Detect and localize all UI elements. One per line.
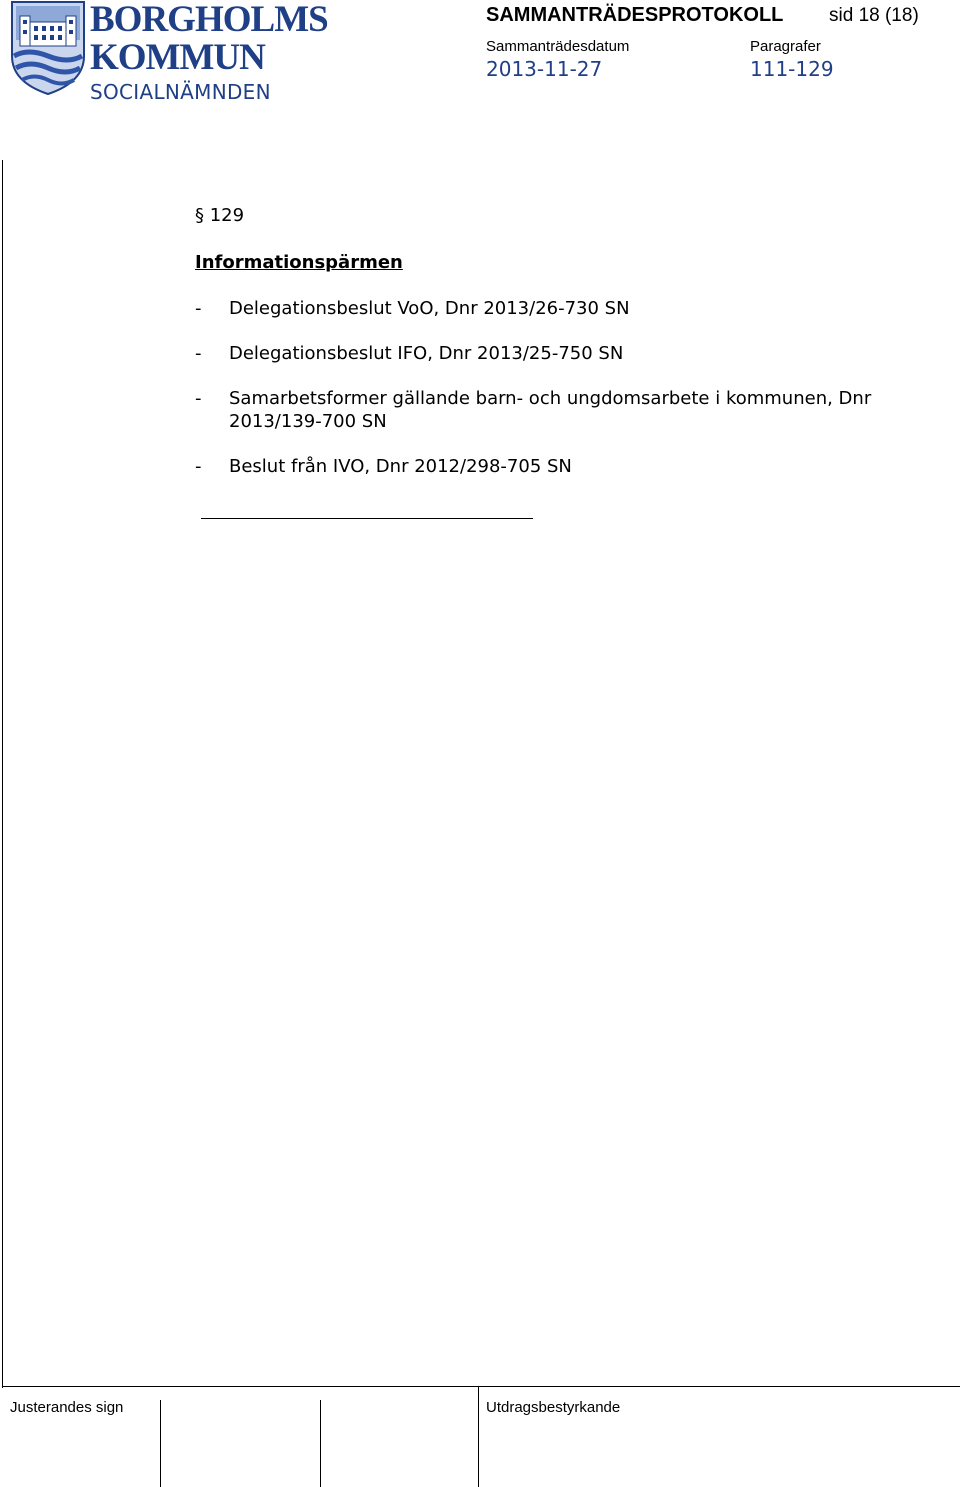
signature-box-divider <box>320 1400 321 1487</box>
list-dash: - <box>195 456 202 477</box>
list-dash: - <box>195 298 202 319</box>
org-name-line2: KOMMUN <box>90 37 265 78</box>
department-name: SOCIALNÄMNDEN <box>90 80 271 104</box>
list-item-text: Samarbetsformer gällande barn- och ungdomsarbete i kommunen, Dnr 2013/139-700 SN <box>229 388 872 432</box>
footer-column-divider <box>478 1387 479 1487</box>
coat-of-arms-icon <box>8 0 88 96</box>
page-number: sid 18 (18) <box>829 5 919 26</box>
left-margin-rule <box>2 160 3 1388</box>
extract-certification-label: Utdragsbestyrkande <box>486 1399 621 1416</box>
list-item-text: Delegationsbeslut VoO, Dnr 2013/26-730 SN <box>229 298 630 319</box>
list-dash: - <box>195 388 202 409</box>
signature-label: Justerandes sign <box>10 1399 124 1416</box>
list-item-text: Beslut från IVO, Dnr 2012/298-705 SN <box>229 456 572 477</box>
list-item-text: Delegationsbeslut IFO, Dnr 2013/25-750 SN <box>229 343 624 364</box>
section-number: § 129 <box>195 205 245 226</box>
meeting-date-value: 2013-11-27 <box>486 57 603 81</box>
paragraphs-label: Paragrafer <box>750 38 821 55</box>
signature-box-divider <box>160 1400 161 1487</box>
section-heading: Informationspärmen <box>195 252 403 273</box>
paragraphs-value: 111-129 <box>750 57 834 81</box>
org-name-line1: BORGHOLMS <box>90 0 328 40</box>
list-dash: - <box>195 343 202 364</box>
document-type: SAMMANTRÄDESPROTOKOLL <box>486 4 784 26</box>
section-end-rule <box>201 518 533 519</box>
footer-rule <box>2 1386 960 1387</box>
meeting-date-label: Sammanträdesdatum <box>486 38 630 55</box>
